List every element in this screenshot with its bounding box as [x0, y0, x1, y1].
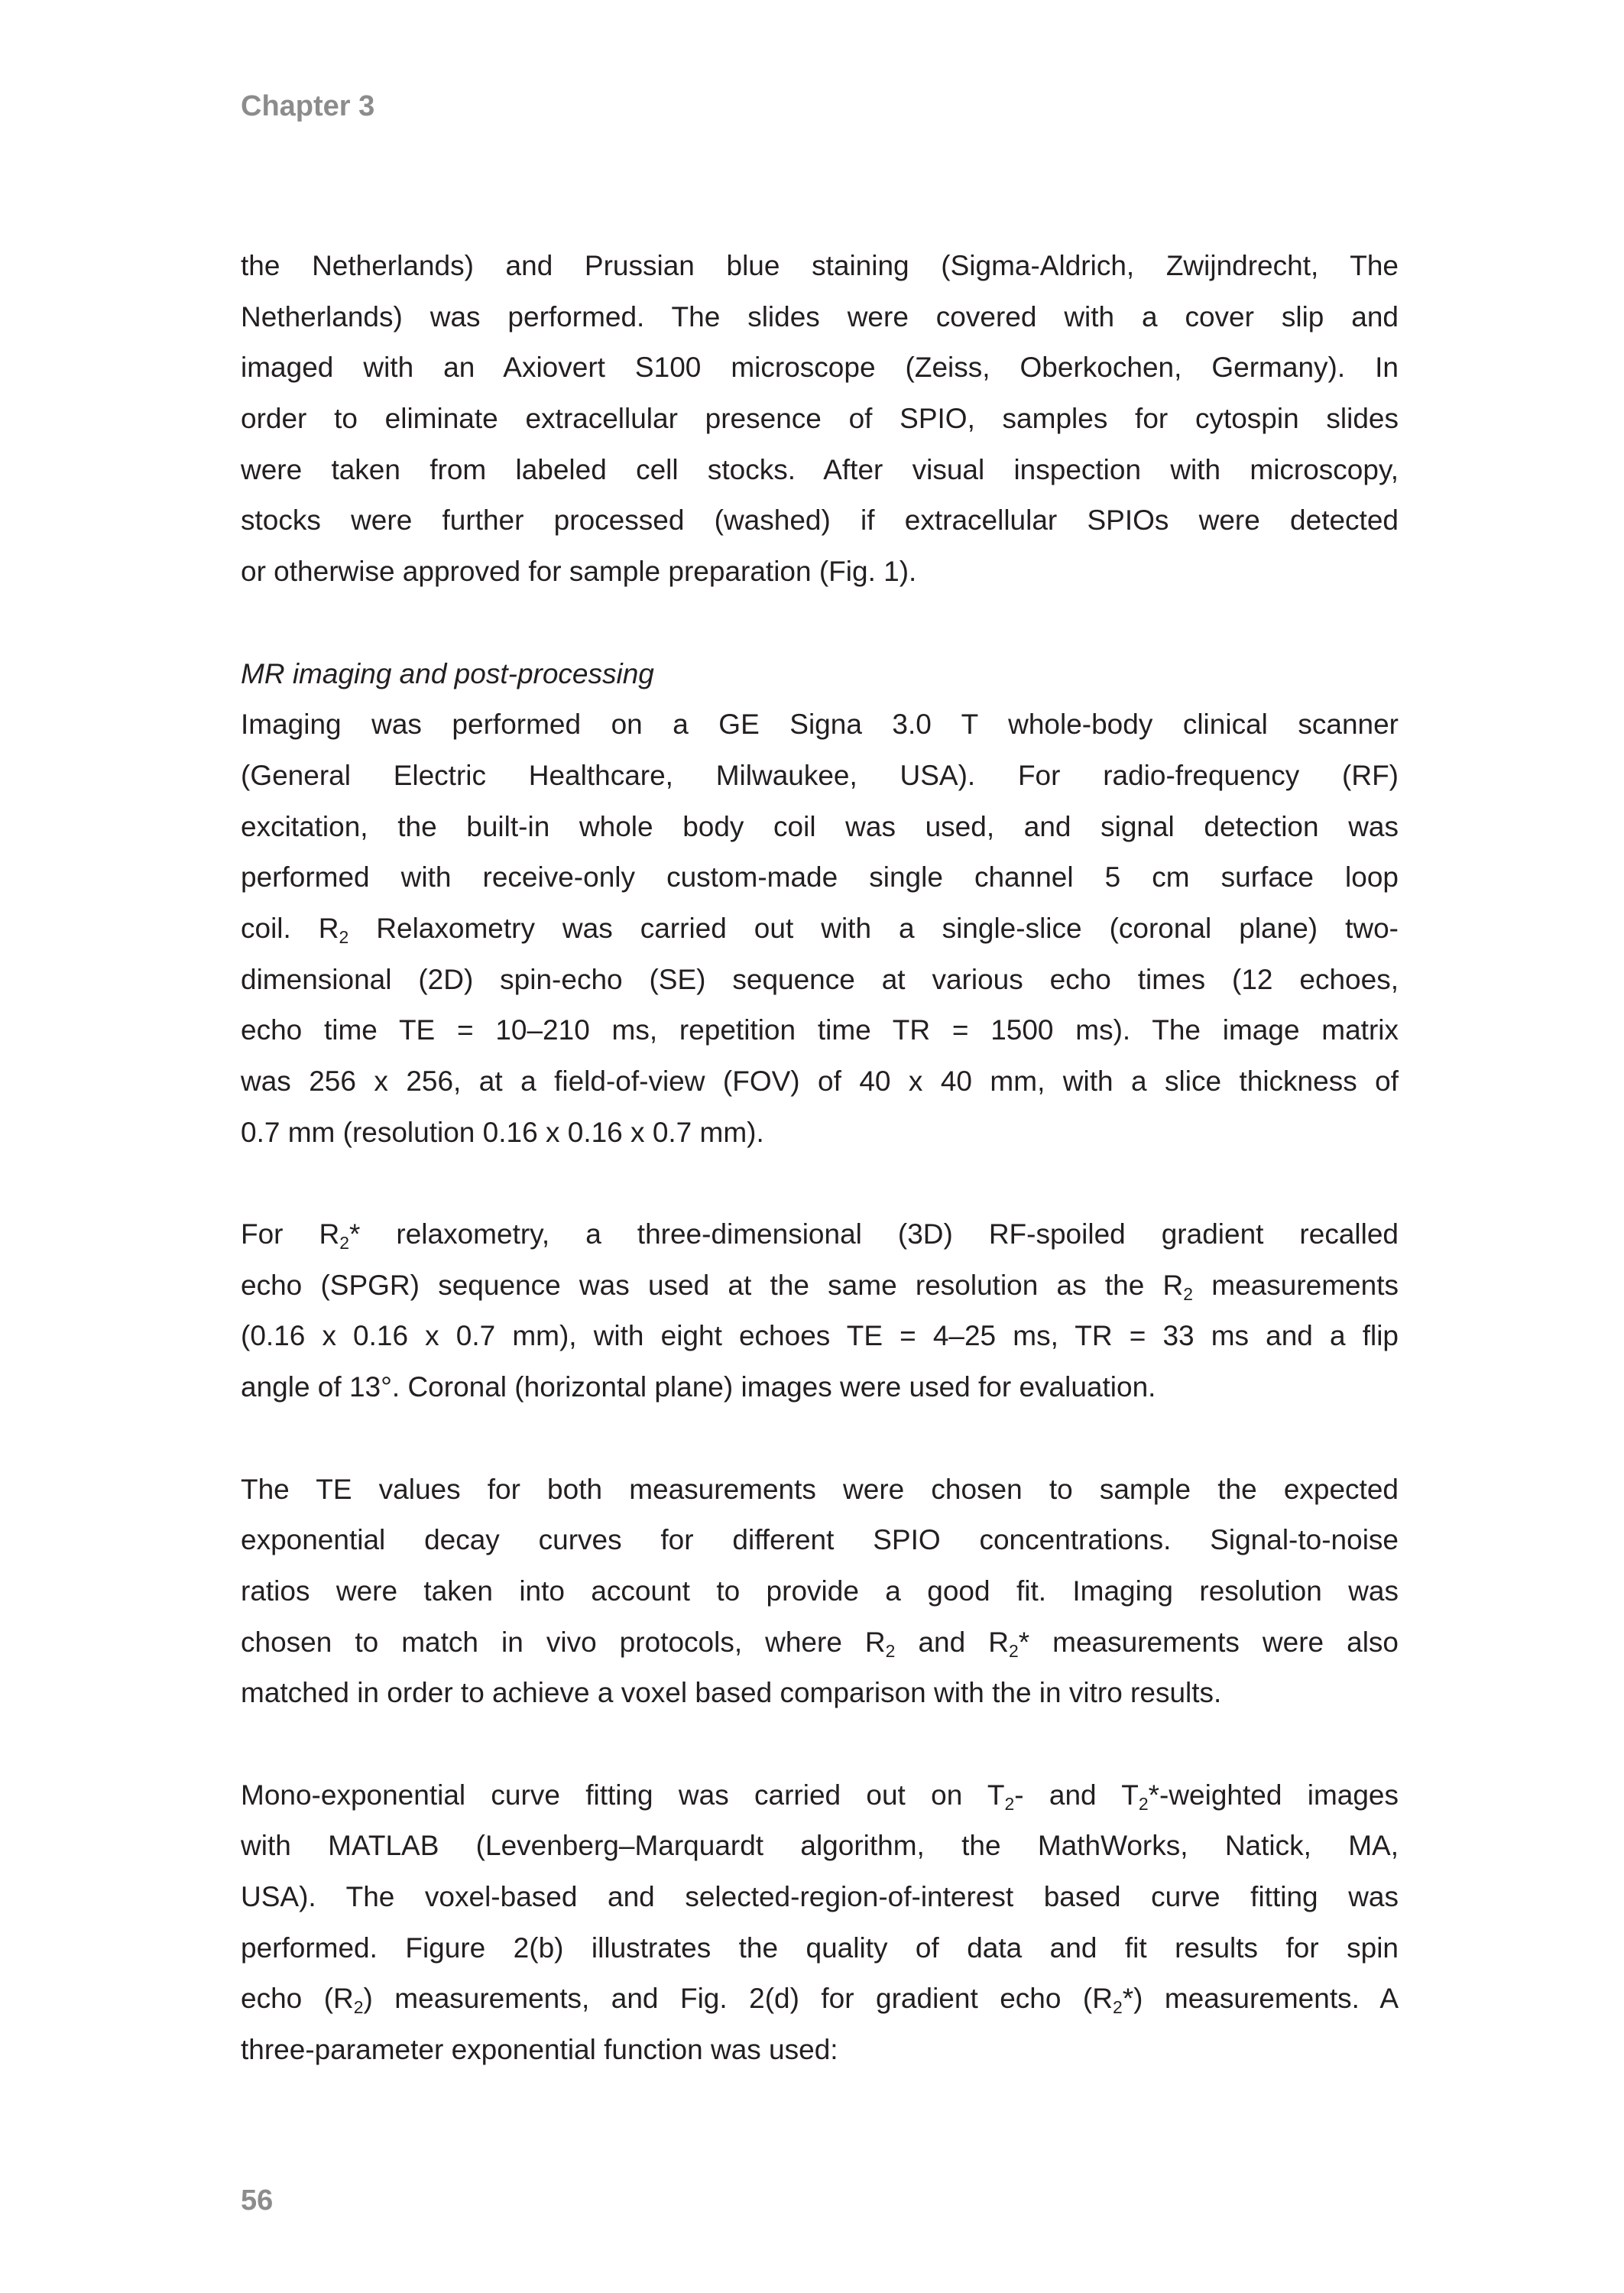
text-segment: (General Electric Healthcare, Milwaukee, USA). For radio-frequency (RF): [241, 759, 1399, 791]
subscript: 2: [885, 1640, 896, 1661]
text-segment: * relaxometry, a three-dimensional (3D) RF-spoiled gradient recalled: [349, 1218, 1399, 1250]
text-line: [241, 1005, 1399, 1056]
text-line: [241, 852, 1399, 903]
text-segment: performed. Figure 2(b) illustrates the quality of data and fit results for spin: [241, 1931, 1399, 1964]
subscript: 2: [339, 1232, 349, 1253]
text-segment: excitation, the built-in whole body coil was used, and signal detection was: [241, 810, 1399, 842]
subscript: 2: [1112, 1997, 1123, 2018]
text-segment: Netherlands) was performed. The slides were covered with a cover slip and: [241, 300, 1399, 332]
text-segment: three-parameter exponential function was used:: [241, 2034, 838, 2066]
paragraph: [241, 1770, 1399, 2076]
text-segment: ) measurements, and Fig. 2(d) for gradient echo (R: [363, 1983, 1113, 2015]
paragraph: [241, 1464, 1399, 1719]
text-line: [241, 751, 1399, 802]
paragraph-gap: [241, 1719, 1399, 1770]
text-segment: Mono-exponential curve fitting was carried out on T: [241, 1779, 1005, 1811]
text-line: [241, 699, 1399, 751]
text-segment: were taken from labeled cell stocks. After visual inspection with microscopy,: [241, 453, 1399, 485]
text-line: [241, 342, 1399, 394]
text-line: [241, 1974, 1399, 2025]
text-line: [241, 292, 1399, 343]
text-line: [241, 1617, 1399, 1669]
text-segment: *) measurements. A: [1122, 1983, 1399, 2015]
text-line: [241, 394, 1399, 445]
text-line: [241, 2025, 1399, 2076]
paragraph-gap: [241, 1413, 1399, 1464]
text-line: [241, 1056, 1399, 1108]
subscript: 2: [1004, 1793, 1015, 1814]
text-segment: - and T: [1014, 1779, 1139, 1811]
text-segment: The TE values for both measurements were chosen to sample the expected: [241, 1473, 1399, 1505]
text-segment: and R: [895, 1626, 1009, 1658]
text-segment: echo (SPGR) sequence was used at the same resolution as the R: [241, 1269, 1184, 1301]
text-line: [241, 1209, 1399, 1260]
text-segment: or otherwise approved for sample preparation (Fig. 1).: [241, 556, 917, 588]
text-segment: (0.16 x 0.16 x 0.7 mm), with eight echoes TE = 4–25 ms, TR = 33 ms and a flip: [241, 1320, 1399, 1352]
text-line: [241, 1923, 1399, 1974]
paragraph-gap: [241, 1158, 1399, 1209]
text-line: [241, 1108, 1399, 1159]
paragraph: [241, 699, 1399, 1158]
subscript: 2: [1138, 1793, 1149, 1814]
text-line: [241, 1362, 1399, 1413]
text-line: [241, 445, 1399, 496]
text-segment: 0.7 mm (resolution 0.16 x 0.16 x 0.7 mm).: [241, 1116, 764, 1148]
text-segment: order to eliminate extracellular presence of SPIO, samples for cytospin slides: [241, 403, 1399, 435]
page-number: 56: [241, 2184, 274, 2217]
text-segment: ratios were taken into account to provide a good fit. Imaging resolution was: [241, 1575, 1399, 1607]
paragraph-gap: [241, 598, 1399, 649]
text-segment: measurements: [1193, 1269, 1399, 1301]
text-line: [241, 1872, 1399, 1923]
text-line: [241, 1311, 1399, 1362]
text-line: [241, 1464, 1399, 1516]
text-segment: the Netherlands) and Prussian blue staining (Sigma-Aldrich, Zwijndrecht, The: [241, 250, 1399, 281]
subscript: 2: [1183, 1283, 1194, 1304]
text-segment: echo time TE = 10–210 ms, repetition time TR = 1500 ms). The image matrix: [241, 1014, 1399, 1046]
subscript: 2: [339, 926, 349, 947]
text-segment: coil. R: [241, 912, 339, 944]
subscript: 2: [1008, 1640, 1019, 1661]
text-segment: *-weighted images: [1148, 1779, 1399, 1811]
text-segment: Relaxometry was carried out with a single-slice (coronal plane) two-: [348, 912, 1399, 944]
text-line: [241, 955, 1399, 1006]
text-segment: echo (R: [241, 1983, 354, 2015]
text-line: [241, 1566, 1399, 1617]
text-line: [241, 495, 1399, 546]
text-segment: was 256 x 256, at a field-of-view (FOV) of 40 x 40 mm, with a slice thickness of: [241, 1065, 1399, 1097]
text-segment: performed with receive-only custom-made single channel 5 cm surface loop: [241, 861, 1399, 894]
text-segment: USA). The voxel-based and selected-region-of-interest based curve fitting was: [241, 1881, 1399, 1912]
text-segment: with MATLAB (Levenberg–Marquardt algorithm, the MathWorks, Natick, MA,: [241, 1830, 1399, 1862]
section-heading: MR imaging and post-processing: [241, 657, 654, 689]
text-segment: Imaging was performed on a GE Signa 3.0 T whole-body clinical scanner: [241, 709, 1399, 741]
text-segment: stocks were further processed (washed) if extracellular SPIOs were detected: [241, 504, 1399, 537]
text-line: [241, 903, 1399, 955]
text-line: [241, 1515, 1399, 1566]
paragraph: [241, 241, 1399, 598]
text-line: [241, 802, 1399, 853]
text-line: [241, 1260, 1399, 1312]
text-line: [241, 241, 1399, 292]
subscript: 2: [353, 1997, 364, 2018]
text-line: [241, 1821, 1399, 1872]
text-segment: angle of 13°. Coronal (horizontal plane) images were used for evaluation.: [241, 1371, 1156, 1403]
body-text: [241, 241, 1399, 2076]
running-head: Chapter 3: [241, 90, 375, 122]
text-segment: dimensional (2D) spin-echo (SE) sequence at various echo times (12 echoes,: [241, 963, 1399, 995]
text-segment: For R: [241, 1218, 340, 1250]
text-segment: * measurements were also: [1018, 1626, 1399, 1658]
text-segment: exponential decay curves for different SPIO concentrations. Signal-to-noise: [241, 1524, 1399, 1556]
text-line: [241, 546, 1399, 598]
text-segment: matched in order to achieve a voxel based comparison with the in vitro results.: [241, 1677, 1222, 1709]
text-segment: chosen to match in vivo protocols, where R: [241, 1626, 886, 1658]
paragraph: [241, 1209, 1399, 1413]
text-line: [241, 1668, 1399, 1719]
text-line: [241, 1770, 1399, 1821]
text-segment: imaged with an Axiovert S100 microscope (Zeiss, Oberkochen, Germany). In: [241, 352, 1399, 384]
